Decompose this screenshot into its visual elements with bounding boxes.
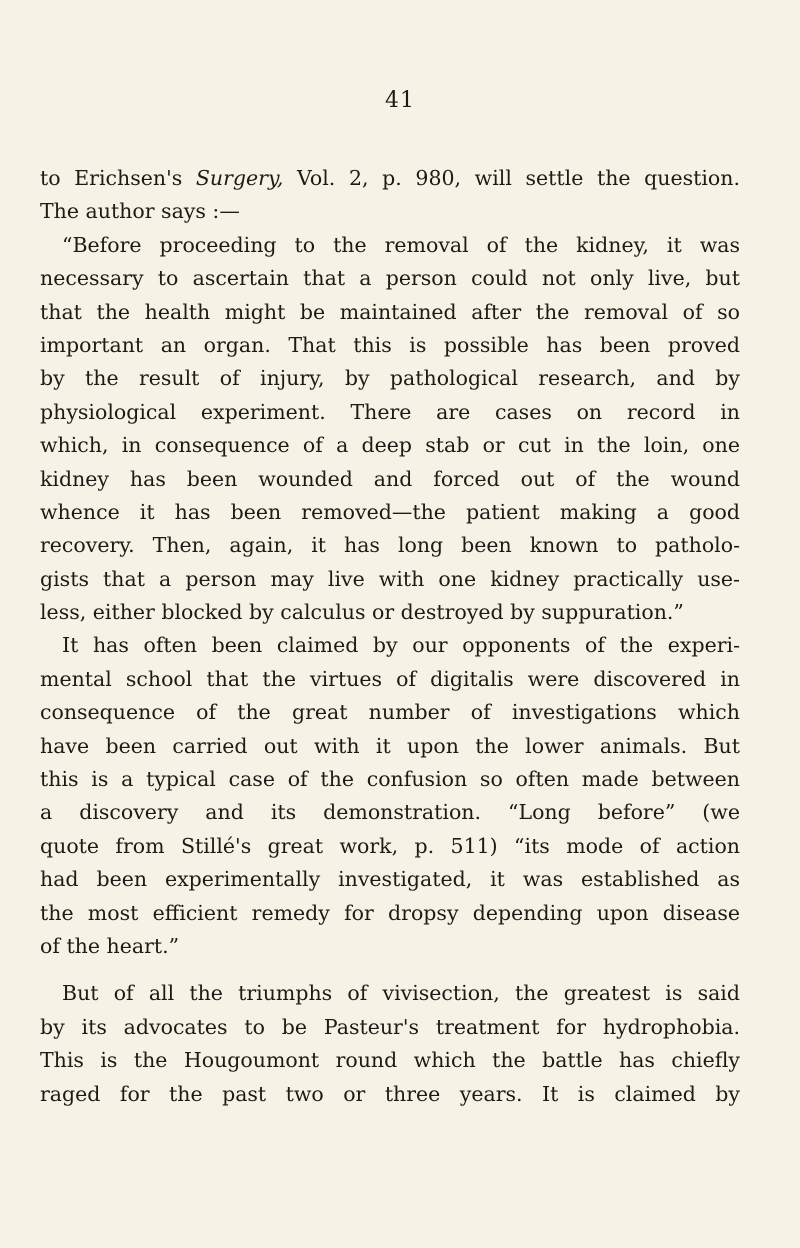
text-line: consequence of the great number of investigations which — [40, 700, 740, 725]
text-line: raged for the past two or three years. It is claimed by — [40, 1081, 740, 1106]
text-line: This is the Hougoumont round which the battle has chiefly — [40, 1048, 740, 1073]
text-line: It has often been claimed by our opponents of the experi- — [62, 633, 740, 658]
text-line: kidney has been wounded and forced out of the wound — [40, 466, 740, 491]
text-line: that the health might be maintained after the removal of so — [40, 299, 740, 324]
text-line: a discovery and its demonstration. “Long before” (we — [40, 800, 740, 825]
text-line: quote from Stillé's great work, p. 511) “its mode of action — [40, 833, 740, 858]
italic-title: Surgery, — [195, 166, 284, 190]
text-line: the most efficient remedy for dropsy depending upon disease — [40, 900, 740, 925]
text-line: The author says :— — [40, 199, 240, 224]
text-line: have been carried out with it upon the lower animals. But — [40, 733, 740, 758]
paragraph-gap — [40, 963, 740, 977]
text-line: this is a typical case of the confusion so often made between — [40, 767, 740, 792]
text-line: whence it has been removed—the patient making a good — [40, 499, 740, 524]
text-line: gists that a person may live with one kidney practically use- — [40, 566, 740, 591]
text-line: necessary to ascertain that a person could not only live, but — [40, 266, 740, 291]
text-line: less, either blocked by calculus or destroyed by suppuration.” — [40, 600, 684, 625]
text-line: physiological experiment. There are cases on record in — [40, 399, 740, 424]
text-line: important an organ. That this is possible has been proved — [40, 332, 740, 357]
text-line: mental school that the virtues of digitalis were discovered in — [40, 666, 740, 691]
page-number: 41 — [385, 88, 415, 113]
text-line: But of all the triumphs of vivisection, the greatest is said — [62, 981, 740, 1006]
text-line: recovery. Then, again, it has long been known to patholo- — [40, 533, 740, 558]
text-line: by the result of injury, by pathological research, and by — [40, 366, 740, 391]
text-line: by its advocates to be Pasteur's treatment for hydrophobia. — [40, 1014, 740, 1039]
body-text — [40, 162, 740, 1111]
text-line: to Erichsen's Surgery, Vol. 2, p. 980, will settle the question. — [40, 166, 740, 190]
text-line: which, in consequence of a deep stab or cut in the loin, one — [40, 433, 740, 458]
text-line: “Before proceeding to the removal of the kidney, it was — [62, 232, 740, 257]
text-line: of the heart.” — [40, 933, 180, 958]
text-line: had been experimentally investigated, it was established as — [40, 867, 740, 892]
